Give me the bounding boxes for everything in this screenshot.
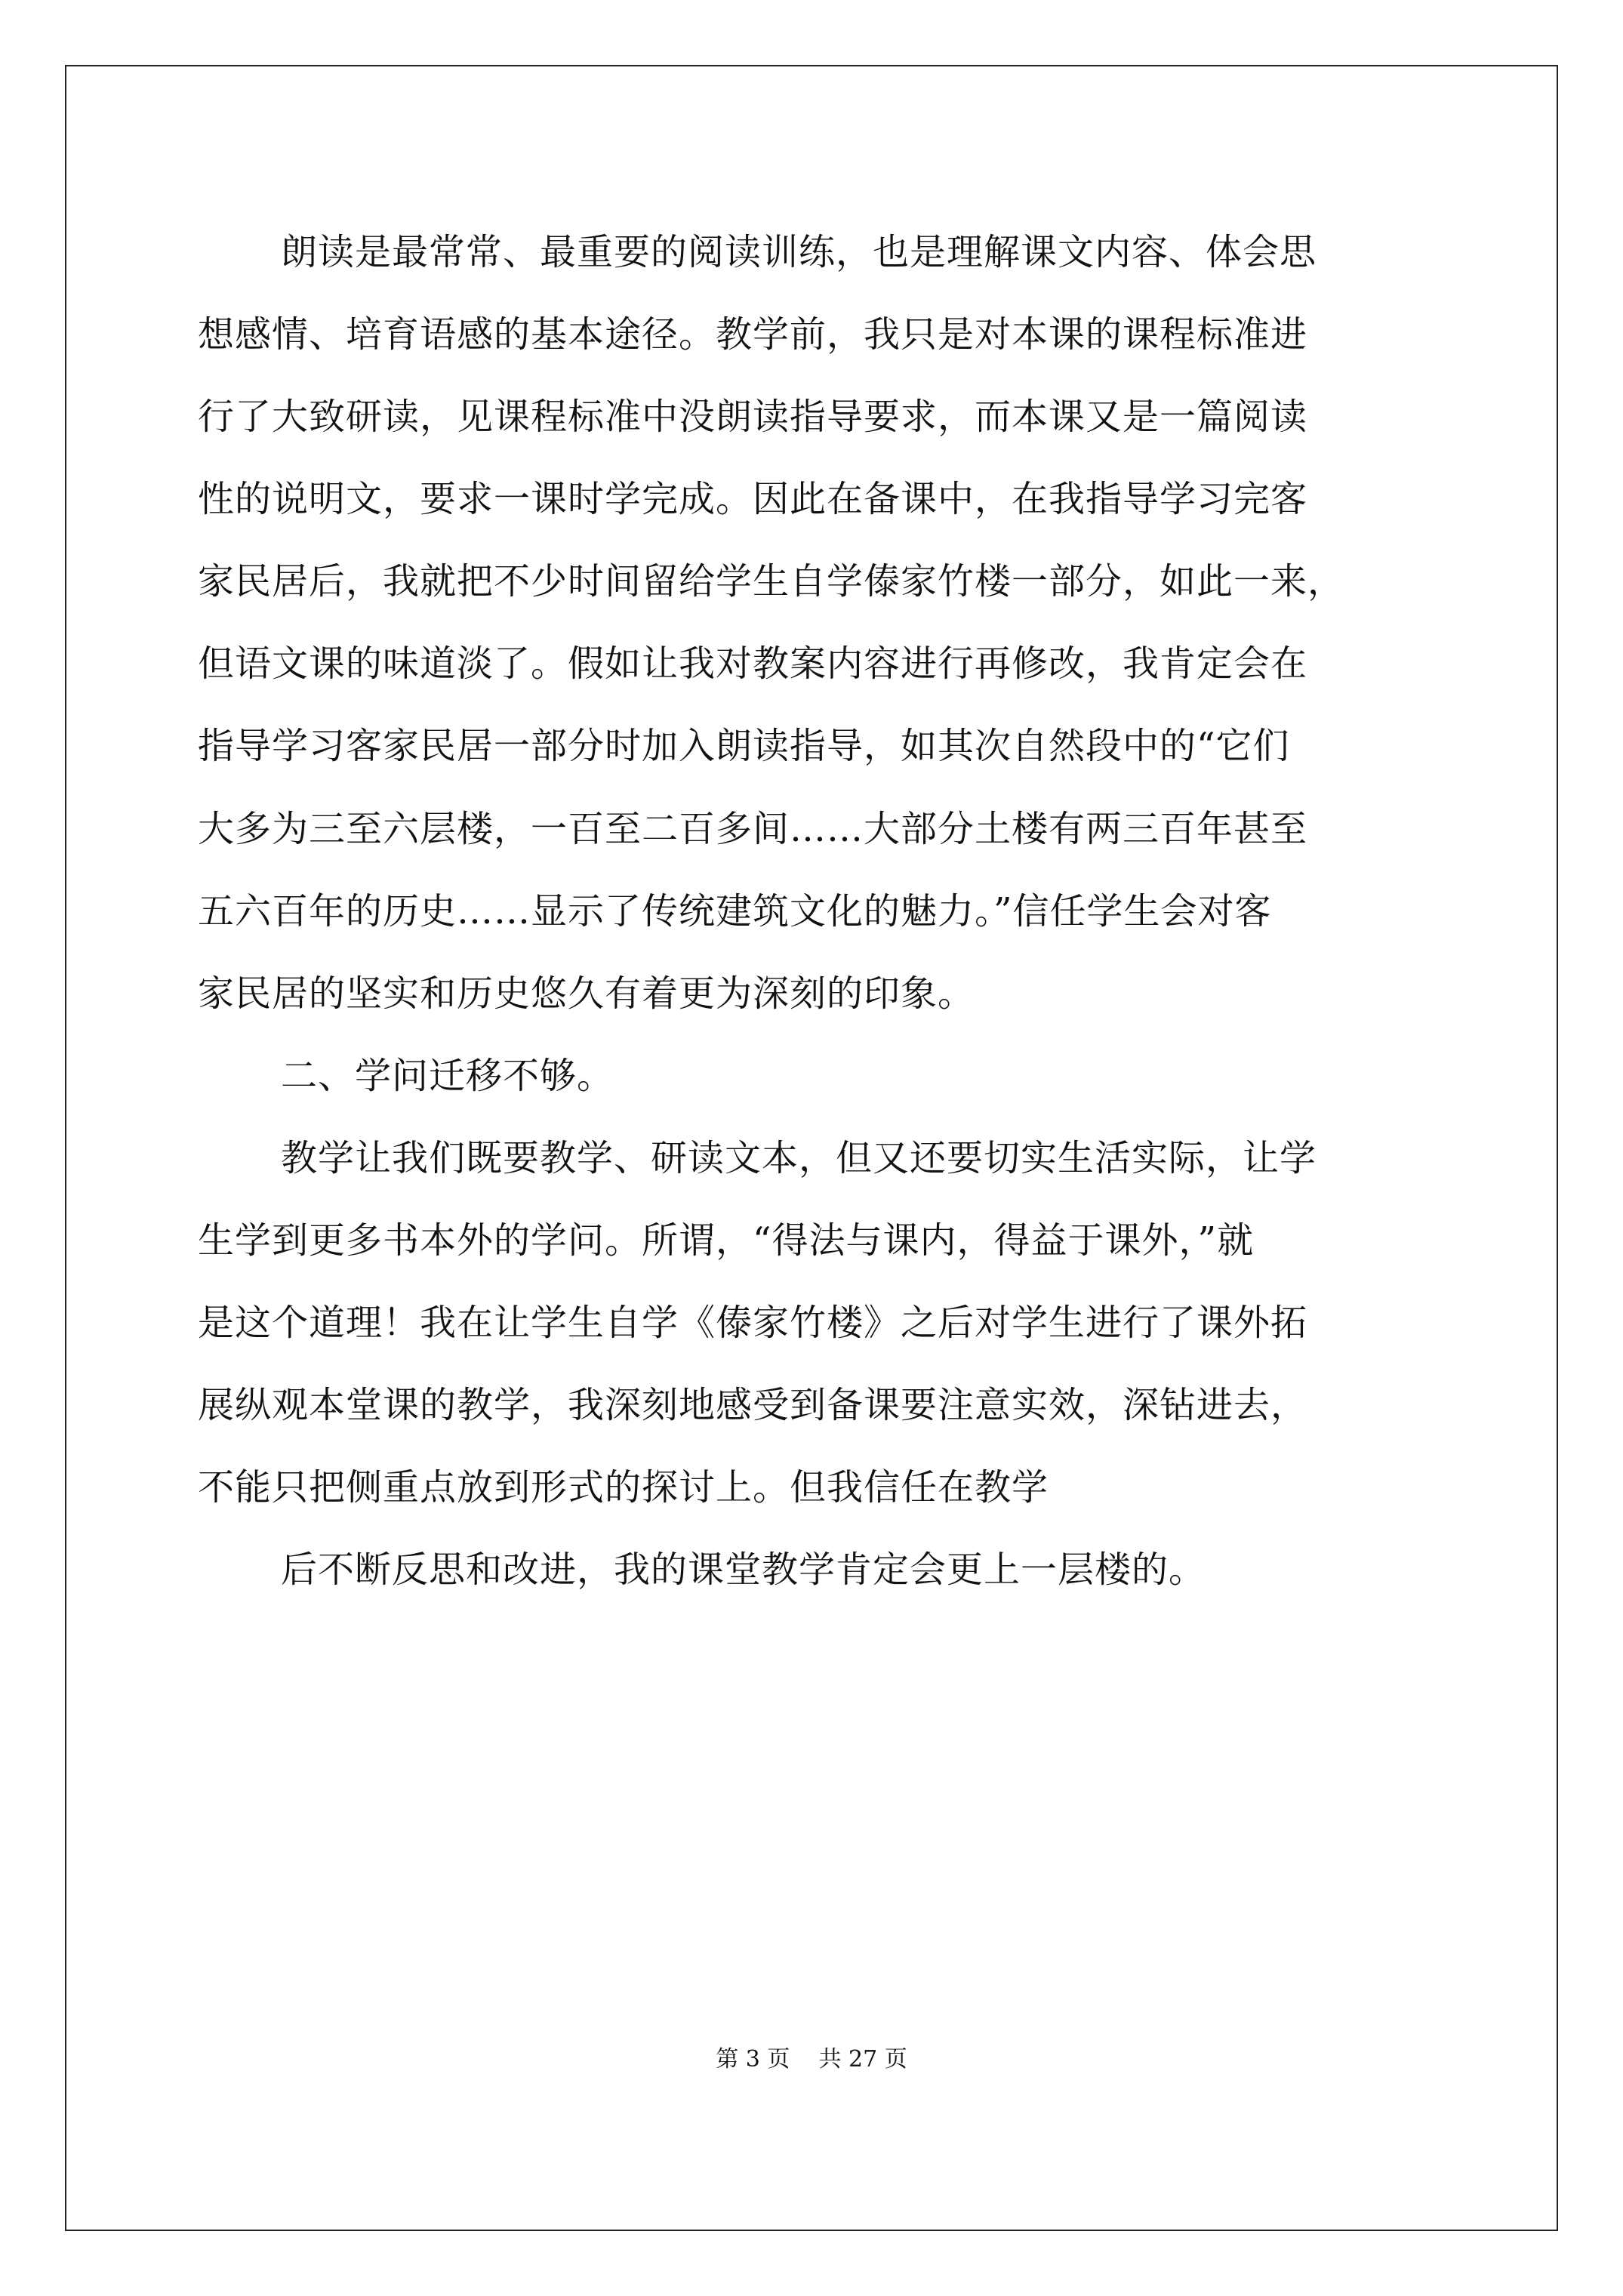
paragraph-line: 家民居后，我就把不少时间留给学生自学傣家竹楼一部分，如此一来， [198,560,1345,603]
paragraph-line: 性的说明文，要求一课时学完成。因此在备课中，在我指导学习完客 [198,478,1308,520]
paragraph-line: 朗读是最常常、最重要的阅读训练，也是理解课文内容、体会思 [281,231,1317,273]
paragraph-line: 但语文课的味道淡了。假如让我对教案内容进行再修改，我肯定会在 [198,643,1308,685]
paragraph-line: 教学让我们既要教学、研读文本，但又还要切实生活实际，让学 [281,1137,1317,1179]
paragraph-line: 后不断反思和改进，我的课堂教学肯定会更上一层楼的。 [281,1549,1206,1591]
paragraph-line: 指导学习客家民居一部分时加入朗读指导，如其次自然段中的“它们 [198,725,1290,767]
paragraph-line: 家民居的坚实和历史悠久有着更为深刻的印象。 [198,972,975,1015]
paragraph-line: 五六百年的历史……显示了传统建筑文化的魅力。”信任学生会对客 [198,890,1272,932]
paragraph-line: 是这个道理！我在让学生自学《傣家竹楼》之后对学生进行了课外拓 [198,1302,1308,1344]
paragraph-line: 展纵观本堂课的教学，我深刻地感受到备课要注意实效，深钻进去， [198,1384,1308,1426]
paragraph-line: 大多为三至六层楼，一百至二百多间……大部分土楼有两三百年甚至 [198,808,1308,850]
paragraph-line: 行了大致研读，见课程标准中没朗读指导要求，而本课又是一篇阅读 [198,396,1308,438]
paragraph-line: 生学到更多书本外的学问。所谓，“得法与课内，得益于课外，”就 [198,1219,1255,1262]
paragraph-line: 想感情、培育语感的基本途径。教学前，我只是对本课的课程标准进 [198,313,1308,356]
section-heading: 二、学问迁移不够。 [281,1055,614,1097]
paragraph-line: 不能只把侧重点放到形式的探讨上。但我信任在教学 [198,1466,1049,1509]
page-number-footer: 第 3 页 共 27 页 [716,2046,907,2073]
